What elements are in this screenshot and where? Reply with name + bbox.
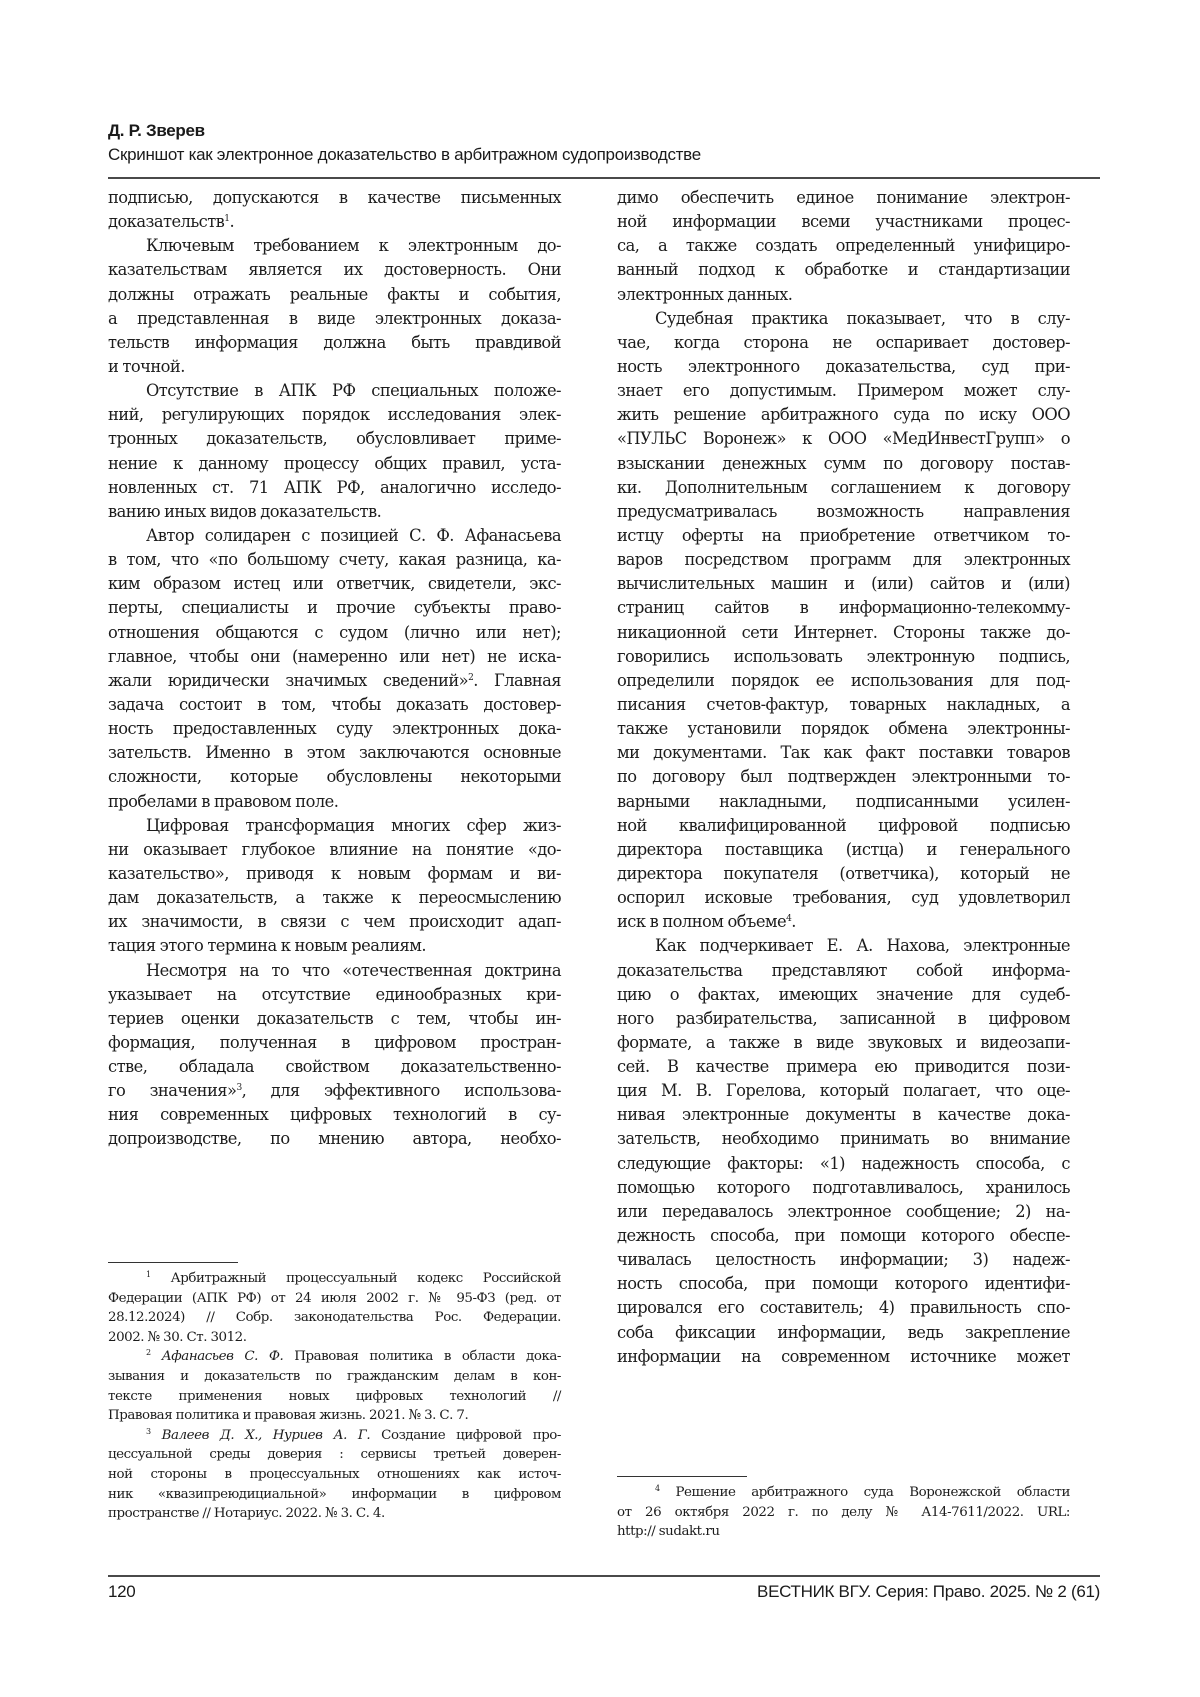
left-column-line xyxy=(108,765,561,789)
line-text: директора поставщика (истца) и генерального xyxy=(617,839,1070,859)
line-text-tail: , для эффективного использова- xyxy=(241,1081,562,1101)
right-column-line xyxy=(617,476,1070,500)
right-column-line xyxy=(617,596,1070,620)
line-text: цировался его составитель; 4) правильность спо- xyxy=(617,1298,1070,1318)
line-text: жали юридически значимых сведений» xyxy=(108,670,469,690)
line-text: чае, когда сторона не оспаривает достовер- xyxy=(617,332,1070,352)
right-column-line xyxy=(617,814,1070,838)
right-column-line xyxy=(617,1007,1070,1031)
left-column-line xyxy=(108,983,561,1007)
footnote-line xyxy=(108,1426,561,1446)
right-column-line xyxy=(617,1031,1070,1055)
right-column-line xyxy=(617,645,1070,669)
right-column-line xyxy=(617,1200,1070,1224)
line-text: пробелами в правовом поле. xyxy=(108,791,339,811)
line-text: тация этого термина к новым реалиям. xyxy=(108,936,426,956)
line-text: стве, обладала свойством доказательственно- xyxy=(108,1057,561,1077)
line-text: ни оказывает глубокое влияние на понятие «до- xyxy=(108,839,561,859)
footnote-marker: 1 xyxy=(146,1270,151,1279)
footnote-marker: 3 xyxy=(146,1426,151,1436)
line-text: ного разбирательства, записанной в цифровом xyxy=(617,1008,1070,1028)
line-text: цию о фактах, имеющих значение для судеб- xyxy=(617,984,1070,1004)
line-text: помощью которого подготавливалось, хранилось xyxy=(617,1177,1070,1197)
right-column-line xyxy=(617,1321,1070,1345)
footnote-reference[interactable]: 3 xyxy=(236,1083,242,1094)
footnote-marker: 4 xyxy=(655,1484,660,1493)
line-text: информации на современном источнике может xyxy=(617,1346,1070,1366)
right-column-line xyxy=(617,1127,1070,1151)
footnote-author: Афанасьев С. Ф. xyxy=(150,1349,284,1365)
line-text: Отсутствие в АПК РФ специальных положе- xyxy=(146,381,561,401)
line-text-tail: . xyxy=(791,912,796,932)
line-text: иск в полном объеме xyxy=(617,912,787,932)
footer-rule xyxy=(108,1575,1100,1577)
line-text: дам доказательств, а также к переосмыслению xyxy=(108,888,561,908)
right-column-line xyxy=(617,331,1070,355)
line-text: ной информации всеми участниками процес- xyxy=(617,212,1070,232)
left-column-line xyxy=(108,1127,561,1151)
line-text: Несмотря на то что «отечественная доктрина xyxy=(146,960,561,980)
footnote-line xyxy=(108,1445,561,1465)
footnote-line xyxy=(617,1503,1070,1523)
left-column-line xyxy=(108,862,561,886)
right-column-line xyxy=(617,524,1070,548)
line-text: ванию иных видов доказательств. xyxy=(108,501,382,521)
left-column-line xyxy=(108,258,561,282)
left-column-line xyxy=(108,186,561,210)
left-column-line xyxy=(108,838,561,862)
line-text: Федерации (АПК РФ) от 24 июля 2002 г. № 95-ФЗ (ред. от xyxy=(108,1290,561,1306)
right-column-line xyxy=(617,379,1070,403)
footnote-line xyxy=(108,1367,561,1387)
right-column-line xyxy=(617,1345,1070,1369)
line-text: ность способа, при помощи которого идентифи- xyxy=(617,1274,1070,1294)
line-text: следующие факторы: «1) надежность способа, с xyxy=(617,1153,1070,1173)
line-text: оспорил исковые требования, суд удовлетворил xyxy=(617,888,1070,908)
line-text: Цифровая трансформация многих сфер жиз- xyxy=(146,815,561,835)
line-text: сей. В качестве примера ею приводится пози- xyxy=(617,1057,1070,1077)
author-name: Д. Р. Зверев xyxy=(108,121,205,140)
line-text: чивалась целостность информации; 3) надеж- xyxy=(617,1250,1070,1270)
page-number: 120 xyxy=(108,1582,136,1601)
left-column-line xyxy=(108,910,561,934)
page-footer xyxy=(108,1580,1100,1604)
left-column-line xyxy=(108,476,561,500)
left-column-line xyxy=(108,596,561,620)
left-column-line xyxy=(108,234,561,258)
line-text: го значения» xyxy=(108,1081,237,1101)
right-column-line xyxy=(617,1224,1070,1248)
right-column-line xyxy=(617,983,1070,1007)
left-column-line xyxy=(108,959,561,983)
line-text: варов посредством программ для электронных xyxy=(617,550,1070,570)
right-column-line xyxy=(617,1296,1070,1320)
line-text: никационной сети Интернет. Стороны также до- xyxy=(617,622,1070,642)
line-text: ной стороны в процессуальных отношениях как источ- xyxy=(108,1466,561,1482)
line-text: должны отражать реальные факты и события, xyxy=(108,284,561,304)
line-text: 2002. № 30. Ст. 3012. xyxy=(108,1329,247,1345)
line-text: дежность способа, при помощи которого обеспе- xyxy=(617,1226,1070,1246)
line-text: са, а также создать определенный унифициро- xyxy=(617,236,1070,256)
right-column-line xyxy=(617,693,1070,717)
line-text: ность предоставленных суду электронных дока- xyxy=(108,719,561,739)
line-text: или передавалось электронное сообщение; 2) на- xyxy=(617,1201,1070,1221)
line-text: задача состоит в том, чтобы доказать достовер- xyxy=(108,694,561,714)
line-text: страниц сайтов в информационно-телекомму- xyxy=(617,598,1070,618)
right-column-line xyxy=(617,283,1070,307)
line-text: главное, чтобы они (намеренно или нет) не иска- xyxy=(108,646,561,666)
line-text: указывает на отсутствие единообразных кри- xyxy=(108,984,561,1004)
right-column-line xyxy=(617,669,1070,693)
left-column-line xyxy=(108,790,561,814)
footnote-reference[interactable]: 1 xyxy=(224,214,230,225)
footnote-text: Арбитражный процессуальный кодекс Российской xyxy=(150,1271,561,1286)
line-text: зывания и доказательств по гражданским делам в кон- xyxy=(108,1368,561,1384)
left-column-line xyxy=(108,1079,561,1103)
right-column-line xyxy=(617,234,1070,258)
line-text: подписью, допускаются в качестве письменных xyxy=(108,188,561,207)
line-text: формате, а также в виде звуковых и видеозапи- xyxy=(617,1032,1070,1052)
right-column-line xyxy=(617,1248,1070,1272)
footnote-line xyxy=(108,1308,561,1328)
left-column-line xyxy=(108,452,561,476)
left-column-line xyxy=(108,1007,561,1031)
footnote-line xyxy=(108,1387,561,1407)
right-column-line xyxy=(617,572,1070,596)
line-text: териев оценки доказательств с тем, чтобы ин- xyxy=(108,1008,561,1028)
footnote-reference[interactable]: 4 xyxy=(786,914,792,925)
right-column-line xyxy=(617,621,1070,645)
line-text: допроизводстве, по мнению автора, необхо- xyxy=(108,1129,561,1149)
line-text: а представленная в виде электронных доказа- xyxy=(108,308,561,328)
left-column-line xyxy=(108,645,561,669)
line-text: писания счетов-фактур, товарных накладных, а xyxy=(617,694,1070,714)
line-text: по договору был подтвержден электронными то- xyxy=(617,767,1070,787)
right-column-line xyxy=(617,403,1070,427)
footnote-line xyxy=(108,1485,561,1505)
line-text: соба фиксации информации, ведь закрепление xyxy=(617,1322,1070,1342)
line-text: отношения общаются с судом (лично или нет); xyxy=(108,622,561,642)
left-column-line xyxy=(108,934,561,958)
line-text: нение к данному процессу общих правил, уста- xyxy=(108,453,561,473)
left-column-line xyxy=(108,210,561,234)
footnote-marker: 2 xyxy=(146,1348,151,1358)
header-rule xyxy=(108,177,1100,179)
left-column-line xyxy=(108,331,561,355)
right-column-line xyxy=(617,452,1070,476)
right-column-line xyxy=(617,1079,1070,1103)
right-column-line xyxy=(617,258,1070,282)
line-text: ми документами. Так как факт поставки товаров xyxy=(617,743,1070,763)
right-column-line xyxy=(617,1055,1070,1079)
line-text: ной квалифицированной цифровой подписью xyxy=(617,815,1070,835)
line-text: истцу оферты на приобретение ответчиком то- xyxy=(617,525,1070,545)
footnote-text: Создание цифровой про- xyxy=(370,1427,561,1443)
line-text: доказательств xyxy=(108,212,225,232)
footnote-line xyxy=(108,1504,561,1524)
line-text: ким образом истец или ответчик, свидетели, экс- xyxy=(108,574,561,594)
left-column-line xyxy=(108,693,561,717)
line-text: предусматривалась возможность направления xyxy=(617,501,1070,521)
line-text: электронных данных. xyxy=(617,284,793,304)
line-text: Автор солидарен с позицией С. Ф. Афанасьева xyxy=(146,525,561,545)
left-column-line xyxy=(108,524,561,548)
line-text: казательство», приводя к новым формам и ви- xyxy=(108,863,561,883)
left-column-line xyxy=(108,814,561,838)
left-column-line xyxy=(108,572,561,596)
right-column xyxy=(617,186,1070,1369)
line-text: пространстве // Нотариус. 2022. № 3. С. 4. xyxy=(108,1506,385,1522)
line-text: димо обеспечить единое понимание электрон- xyxy=(617,188,1070,207)
line-text: http:// sudakt.ru xyxy=(617,1524,720,1540)
page-header xyxy=(108,120,1100,167)
line-text: тронных доказательств, обусловливает приме- xyxy=(108,429,561,449)
line-text: говорились использовать электронную подпись, xyxy=(617,646,1070,666)
right-column-line xyxy=(617,886,1070,910)
footnotes-left xyxy=(108,1269,561,1524)
left-column-line xyxy=(108,355,561,379)
line-text: казательствам является их достоверность. Они xyxy=(108,260,561,280)
line-text: ний, регулирующих порядок исследования элек- xyxy=(108,405,561,425)
line-text: их значимости, в связи с чем происходит адап- xyxy=(108,912,561,932)
journal-citation: ВЕСТНИК ВГУ. Серия: Право. 2025. № 2 (61) xyxy=(757,1582,1100,1601)
footnote-separator-left xyxy=(108,1262,238,1263)
left-column-line xyxy=(108,1031,561,1055)
right-column-line xyxy=(617,307,1070,331)
line-text: нивая электронные документы в качестве дока- xyxy=(617,1105,1070,1125)
right-column-line xyxy=(617,1152,1070,1176)
line-text: 28.12.2024) // Собр. законодательства Рос. Федерации. xyxy=(108,1310,561,1326)
left-column-line xyxy=(108,1055,561,1079)
line-text: тексте применения новых цифровых технологий // xyxy=(108,1388,561,1404)
line-text-tail: . Главная xyxy=(473,670,562,690)
left-column-line xyxy=(108,717,561,741)
line-text: вычислительных машин и (или) сайтов и (или) xyxy=(617,574,1070,594)
left-column-line xyxy=(108,1103,561,1127)
line-text: формация, полученная в цифровом простран- xyxy=(108,1032,561,1052)
footnote-line xyxy=(108,1328,561,1348)
line-text: перты, специалисты и прочие субъекты право- xyxy=(108,598,561,618)
right-column-line xyxy=(617,934,1070,958)
line-text: цессуальной среды доверия : сервисы третьей доверен- xyxy=(108,1447,561,1463)
right-column-line xyxy=(617,1103,1070,1127)
right-column-line xyxy=(617,765,1070,789)
line-text: «ПУЛЬС Воронеж» к ООО «МедИнвестГрупп» о xyxy=(617,429,1070,449)
right-column-line xyxy=(617,910,1070,934)
line-text: зательств, необходимо принимать во внимание xyxy=(617,1129,1070,1149)
right-column-line xyxy=(617,838,1070,862)
right-column-line xyxy=(617,959,1070,983)
right-column-line xyxy=(617,548,1070,572)
footnote-line xyxy=(108,1289,561,1309)
left-column-line xyxy=(108,427,561,451)
left-column-line xyxy=(108,741,561,765)
left-column-line xyxy=(108,886,561,910)
line-text: ность электронного доказательства, суд при- xyxy=(617,356,1070,376)
line-text: знает его допустимым. Примером может слу- xyxy=(617,381,1070,401)
line-text: определили порядок ее использования для под- xyxy=(617,670,1070,690)
left-column-line xyxy=(108,669,561,693)
running-title: Скриншот как электронное доказательство в арбитражном судопроизводстве xyxy=(108,145,701,164)
footnote-author: Валеев Д. Х., Нуриев А. Г. xyxy=(150,1427,371,1443)
left-column-line xyxy=(108,621,561,645)
line-text: также установили порядок обмена электронны- xyxy=(617,719,1070,739)
right-column-line xyxy=(617,790,1070,814)
line-text: сложности, которые обусловлены некоторыми xyxy=(108,767,561,787)
line-text: от 26 октября 2022 г. по делу № А14-7611/2022. URL: xyxy=(617,1504,1070,1520)
footnote-separator-right xyxy=(617,1476,747,1477)
right-column-line xyxy=(617,1272,1070,1296)
line-text: ник «квазипреюдициальной» информации в цифровом xyxy=(108,1486,561,1502)
footnote-line xyxy=(108,1465,561,1485)
right-column-line xyxy=(617,717,1070,741)
footnote-line xyxy=(108,1347,561,1367)
line-text: ния современных цифровых технологий в су- xyxy=(108,1105,561,1125)
footnote-text: Правовая политика в области дока- xyxy=(283,1349,561,1365)
left-column xyxy=(108,186,561,1152)
footnote-line xyxy=(617,1483,1070,1503)
right-column-line xyxy=(617,741,1070,765)
right-column-line xyxy=(617,862,1070,886)
line-text: Правовая политика и правовая жизнь. 2021. № 3. С. 7. xyxy=(108,1408,469,1424)
right-column-line xyxy=(617,355,1070,379)
line-text: Как подчеркивает Е. А. Нахова, электронные xyxy=(655,936,1070,956)
left-column-line xyxy=(108,548,561,572)
footnote-line xyxy=(617,1522,1070,1542)
line-text: взыскании денежных сумм по договору постав- xyxy=(617,453,1070,473)
line-text: Судебная практика показывает, что в слу- xyxy=(655,308,1070,328)
line-text: и точной. xyxy=(108,356,185,376)
footnote-line xyxy=(108,1269,561,1289)
right-column-line xyxy=(617,1176,1070,1200)
line-text: доказательства представляют собой информа- xyxy=(617,960,1070,980)
line-text: директора покупателя (ответчика), который не xyxy=(617,863,1070,883)
line-text: ванный подход к обработке и стандартизации xyxy=(617,260,1070,280)
right-column-line xyxy=(617,186,1070,210)
left-column-line xyxy=(108,283,561,307)
line-text: варными накладными, подписанными усилен- xyxy=(617,791,1070,811)
footnote-line xyxy=(108,1406,561,1426)
line-text: тельств информация должна быть правдивой xyxy=(108,332,561,352)
right-column-line xyxy=(617,500,1070,524)
right-column-line xyxy=(617,427,1070,451)
line-text: в том, что «по большому счету, какая разница, ка- xyxy=(108,550,561,570)
footnotes-right xyxy=(617,1483,1070,1542)
footnote-reference[interactable]: 2 xyxy=(468,672,474,683)
left-column-line xyxy=(108,403,561,427)
line-text: Ключевым требованием к электронным до- xyxy=(146,236,561,256)
line-text: жить решение арбитражного суда по иску ООО xyxy=(617,405,1070,425)
line-text: ция М. В. Горелова, который полагает, что оце- xyxy=(617,1081,1070,1101)
left-column-line xyxy=(108,500,561,524)
footnote-text: Решение арбитражного суда Воронежской области xyxy=(659,1485,1070,1500)
line-text: ки. Дополнительным соглашением к договору xyxy=(617,477,1070,497)
line-text-tail: . xyxy=(229,212,235,232)
line-text: зательств. Именно в этом заключаются основные xyxy=(108,743,561,763)
line-text: новленных ст. 71 АПК РФ, аналогично исследо- xyxy=(108,477,561,497)
left-column-line xyxy=(108,379,561,403)
right-column-line xyxy=(617,210,1070,234)
left-column-line xyxy=(108,307,561,331)
